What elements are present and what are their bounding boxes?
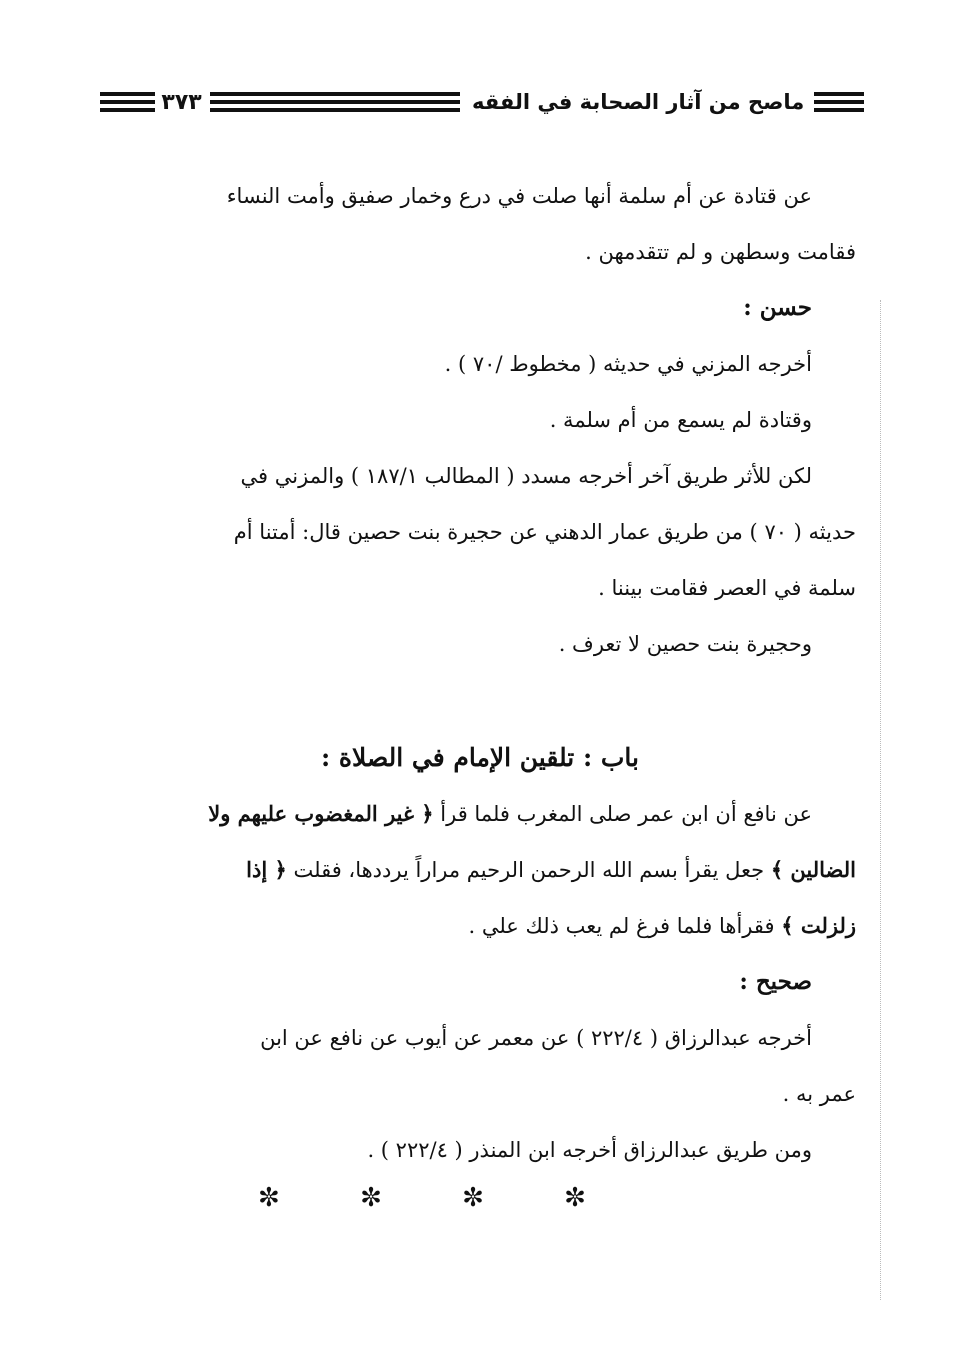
page-header <box>100 82 864 122</box>
header-rule-middle <box>210 92 460 112</box>
text-run: جعل يقرأ بسم الله الرحمن الرحيم مراراً يرددها، فقلت <box>293 858 765 882</box>
page-number: ٣٧٣ <box>161 89 202 115</box>
paragraph-line <box>104 786 856 842</box>
header-rule-right <box>814 92 864 112</box>
running-title: ماصح من آثار الصحابة في الفقه <box>472 90 805 114</box>
paragraph-line: فقامت وسطهن و لم تتقدمهن . <box>585 240 856 264</box>
paragraph-line: أخرجه المزني في حديثه ( مخطوط /٧٠ ) . <box>444 352 812 376</box>
text-run: فقرأها فلما فرغ لم يعب ذلك علي . <box>468 914 775 938</box>
paragraph-line: وقتادة لم يسمع من أم سلمة . <box>549 408 812 432</box>
quran-quote: الضالين ﴾ <box>770 857 856 882</box>
chapter-heading: باب : تلقين الإمام في الصلاة : <box>321 743 639 772</box>
paragraph-line: أخرجه عبدالرزاق ( ٢٢٢/٤ ) عن معمر عن أيوب عن نافع عن ابن <box>260 1026 812 1050</box>
paragraph-line: عن قتادة عن أم سلمة أنها صلت في درع وخمار صفيق وأمت النساء <box>226 184 812 208</box>
paragraph-line: وحجيرة بنت حصين لا تعرف . <box>558 632 812 656</box>
grade-heading: حسن : <box>743 294 812 321</box>
quran-quote: زلزلت ﴾ <box>781 913 856 938</box>
paragraph-line: لكن للأثر طريق آخر أخرجه مسدد ( المطالب ١٨٧/١ ) والمزني في <box>240 464 812 488</box>
paragraph-line: ومن طريق عبدالرزاق أخرجه ابن المنذر ( ٢٢٢/٤ ) . <box>367 1138 812 1162</box>
paragraph-line: عمر به . <box>782 1082 856 1106</box>
quran-quote: ﴿ غير المغضوب عليهم ولا <box>208 801 434 826</box>
paragraph-line <box>104 898 856 954</box>
header-rule-left <box>100 92 155 112</box>
grade-heading: صحيح : <box>739 968 812 995</box>
quran-quote: ﴿ إذا <box>246 857 287 882</box>
page-body <box>104 168 856 1218</box>
text-run: عن نافع أن ابن عمر صلى المغرب فلما قرأ <box>440 802 812 826</box>
paragraph-line: حديثه ( ٧٠ ) من طريق عمار الدهني عن حجيرة بنت حصين قال: أمتنا أم <box>233 520 856 544</box>
paragraph-line <box>104 842 856 898</box>
margin-dots <box>880 300 883 1300</box>
paragraph-line: سلمة في العصر فقامت بيننا . <box>598 576 856 600</box>
section-separator: ✼ ✼ ✼ ✼ <box>258 1183 622 1213</box>
section-gap <box>104 672 856 730</box>
